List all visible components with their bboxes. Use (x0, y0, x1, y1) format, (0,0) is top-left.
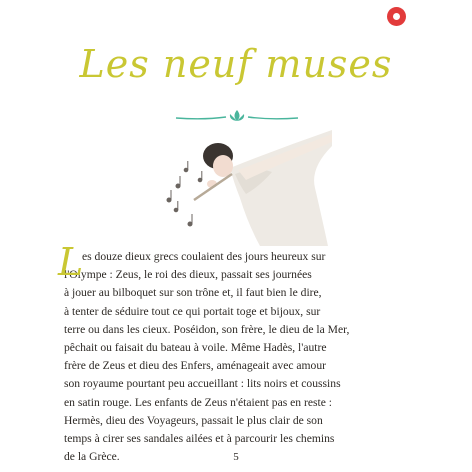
text-line: temps à cirer ses sandales ailées et à parcourir les chemins (64, 432, 335, 446)
chapter-title: Les neuf muses (79, 42, 393, 86)
text-line: à tenter de séduire tout ce qui portait toge et bijoux, sur (64, 304, 321, 318)
text-line: pêchait ou faisait du bateau à voile. Même Hadès, l'autre (64, 341, 327, 355)
text-line: es douze dieux grecs coulaient des jours heureux sur (82, 250, 326, 263)
muse-playing-flute-illustration (160, 128, 335, 250)
body-text (58, 240, 374, 466)
drop-cap: L (58, 240, 84, 284)
text-line: de la Grèce. (64, 450, 120, 464)
text-line: l'Olympe : Zeus, le roi des dieux, passait ses journées (64, 268, 312, 282)
page-number: 5 (233, 451, 239, 463)
text-line: en satin rouge. Les enfants de Zeus n'étaient pas en reste : (64, 395, 333, 409)
text-line: Hermès, dieu des Voyageurs, passait le plus clair de son (64, 413, 323, 427)
lotus-ornament-icon (172, 108, 302, 124)
text-line: son royaume pourtant peu accueillant : lits noirs et coussins (64, 377, 341, 391)
text-line: à jouer au bilboquet sur son trône et, il faut bien le dire, (64, 286, 322, 300)
text-line: frère de Zeus et dieu des Enfers, aménageait avec amour (64, 359, 327, 373)
text-line: terre ou dans les cieux. Poséidon, son frère, le dieu de la Mer, (64, 322, 350, 336)
publisher-logo-icon (387, 7, 406, 26)
